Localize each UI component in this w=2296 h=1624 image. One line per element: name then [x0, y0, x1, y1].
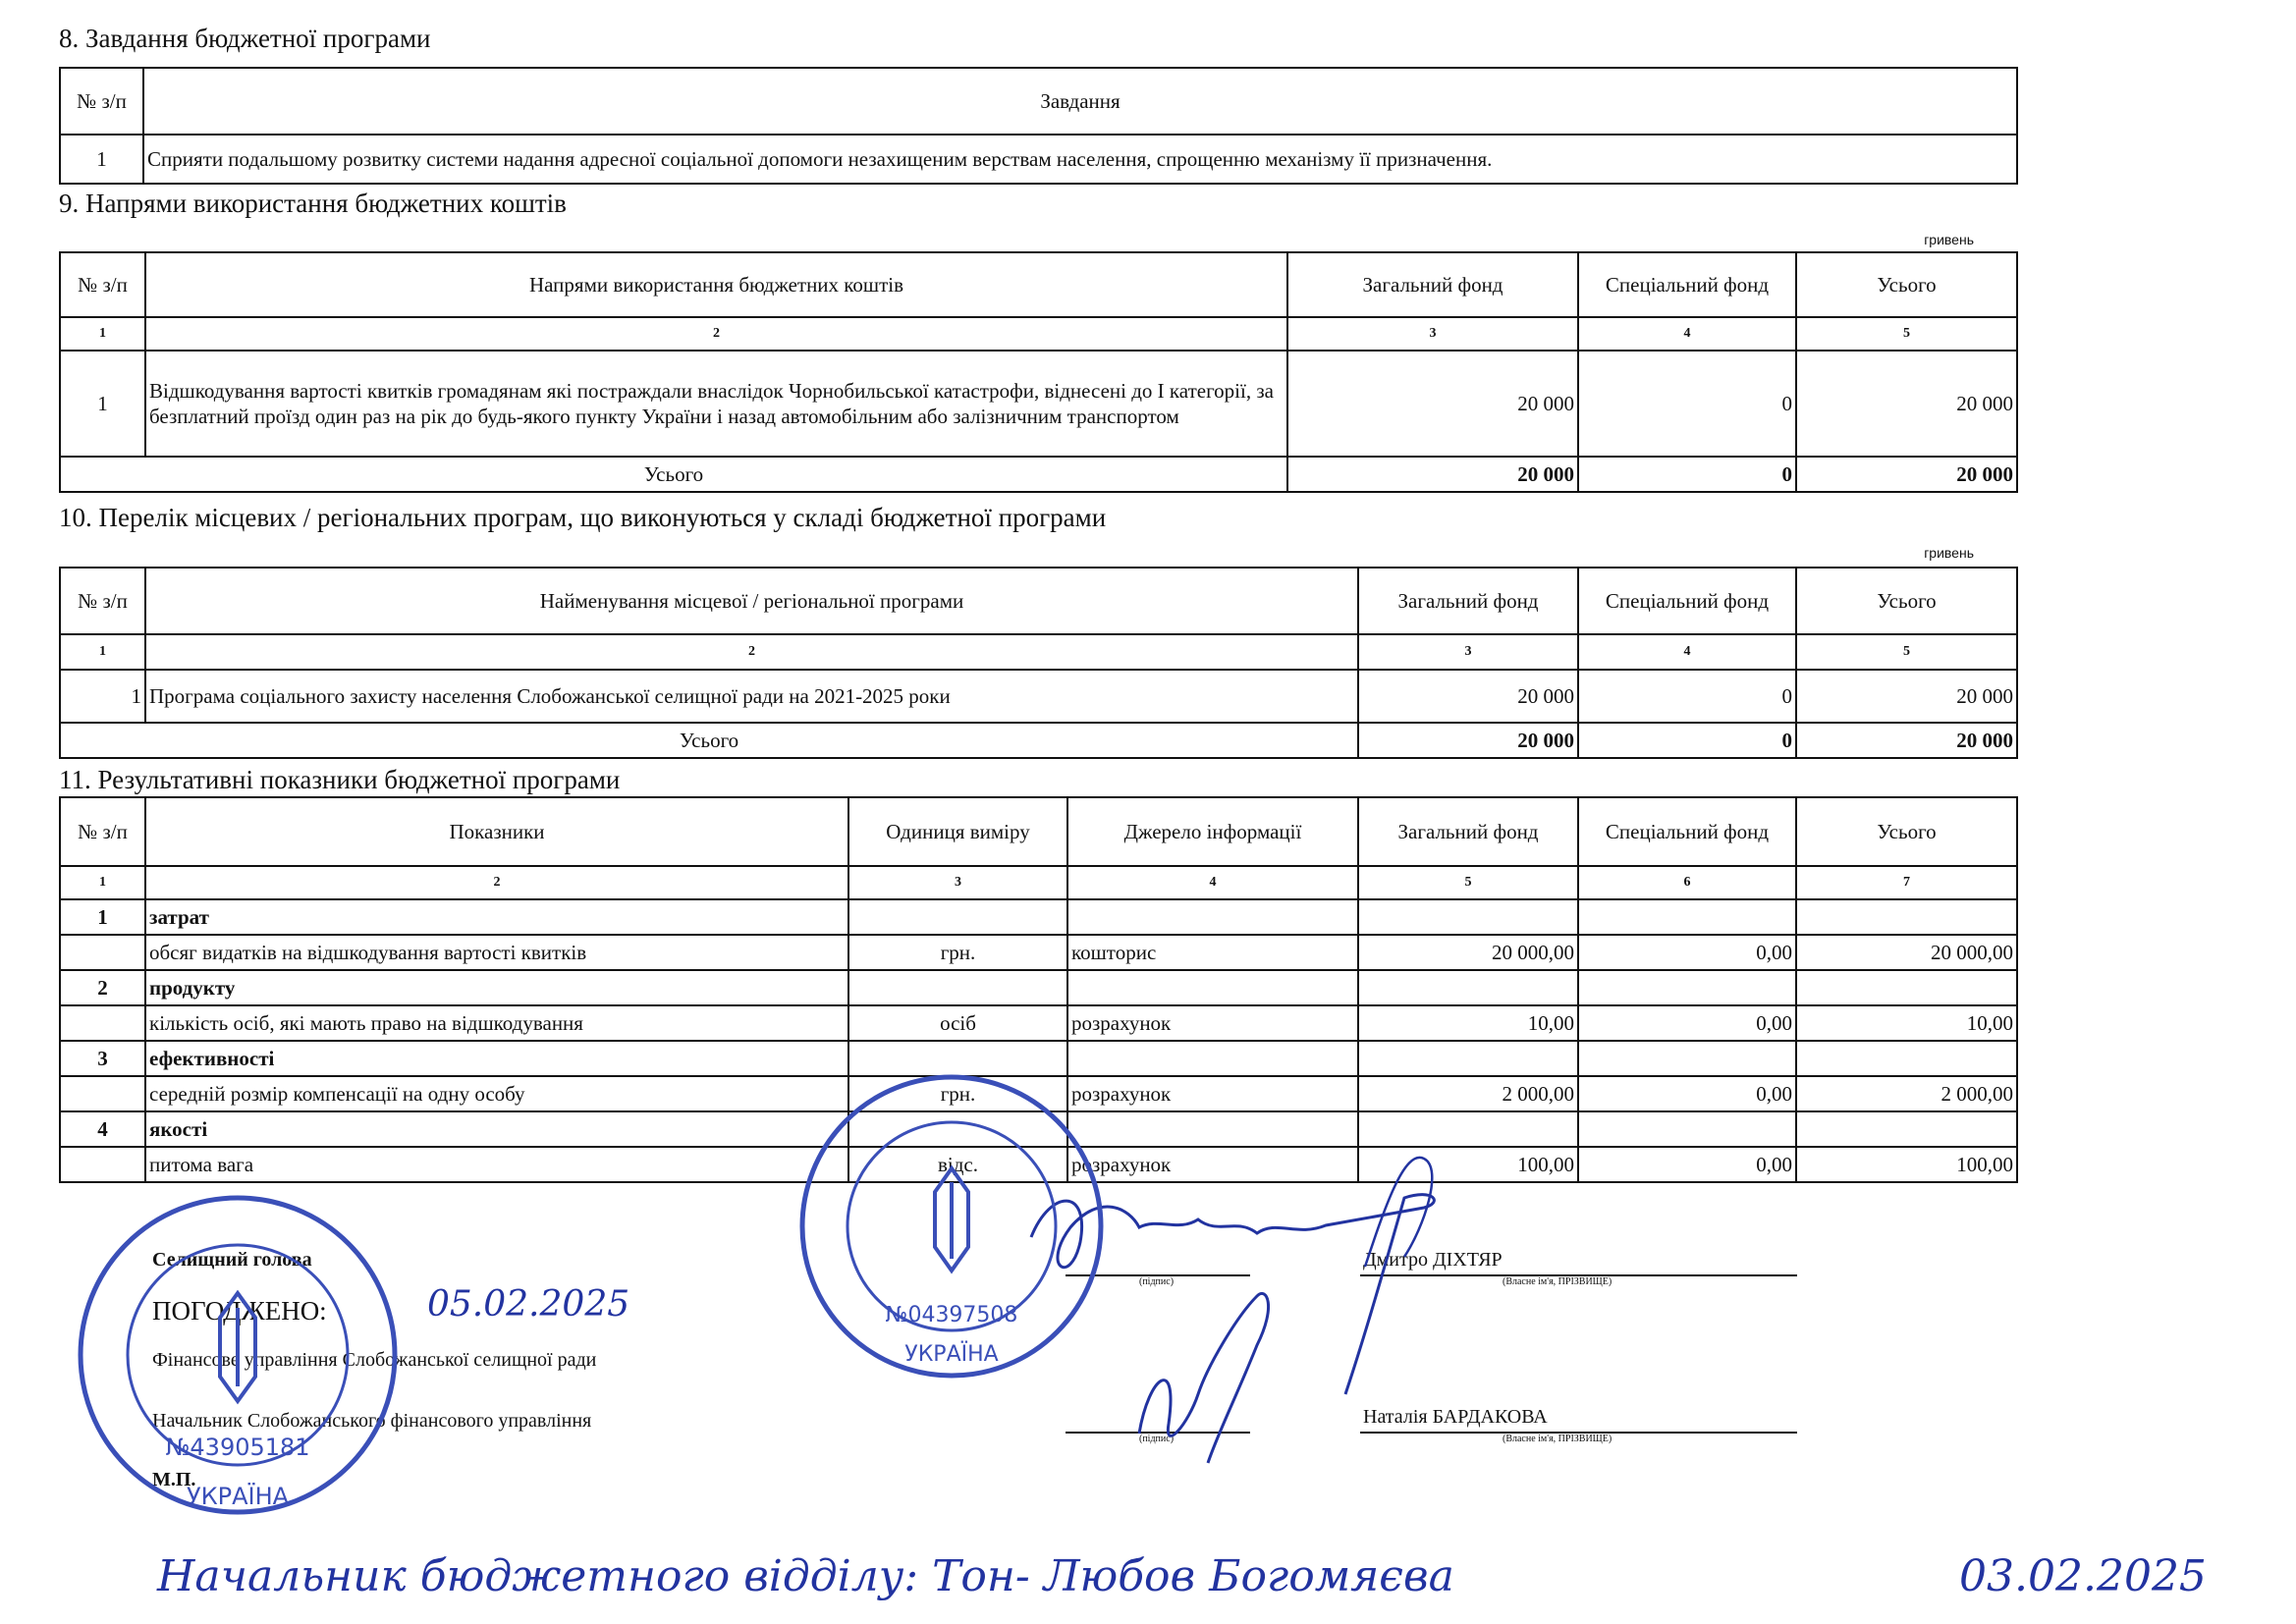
finance-head-name: Наталія БАРДАКОВА	[1363, 1406, 1548, 1428]
general-fund-value: 100,00	[1358, 1147, 1578, 1182]
budget-directions-table	[59, 251, 2018, 493]
task-text: Сприяти подальшому розвитку системи надання адресної соціальної допомоги незахищеним верствам населення, спрощенню механізму її призначення.	[143, 135, 2017, 184]
indicator-group-row	[60, 970, 2017, 1005]
council-seal	[795, 1070, 1108, 1382]
handwritten-note: Начальник бюджетного відділу: Тон- Любов Богомяєва	[157, 1551, 1454, 1601]
general-fund-value: 2 000,00	[1358, 1076, 1578, 1111]
indicator-row	[60, 1005, 2017, 1041]
column-number: 4	[1578, 634, 1796, 670]
program-text: Програма соціального захисту населення Слобожанської селищної ради на 2021-2025 роки	[145, 670, 1358, 723]
general-fund-header: Загальний фонд	[1358, 797, 1578, 866]
column-number: 1	[60, 317, 145, 351]
special-fund-header: Спеціальний фонд	[1578, 252, 1796, 317]
general-fund-header: Загальний фонд	[1358, 568, 1578, 634]
special-fund-value: 0	[1578, 670, 1796, 723]
indicator-unit: відс.	[848, 1147, 1067, 1182]
group-number: 4	[60, 1111, 145, 1147]
num-header: № з/п	[60, 568, 145, 634]
column-number: 3	[1287, 317, 1578, 351]
column-number: 4	[1578, 317, 1796, 351]
sum-general: 20 000	[1358, 723, 1578, 758]
special-fund-value: 0,00	[1578, 1147, 1796, 1182]
seal-country: УКРАЇНА	[186, 1483, 290, 1510]
special-fund-header: Спеціальний фонд	[1578, 568, 1796, 634]
special-fund-header: Спеціальний фонд	[1578, 797, 1796, 866]
section-8-title: 8. Завдання бюджетної програми	[59, 24, 431, 53]
general-fund-value: 20 000,00	[1358, 935, 1578, 970]
finance-name-caption: (Власне ім'я, ПРІЗВИЩЕ)	[1503, 1434, 1613, 1444]
task-header: Завдання	[143, 68, 2017, 135]
column-number: 1	[60, 866, 145, 899]
indicator-unit: осіб	[848, 1005, 1067, 1041]
seal-code: №04397508	[885, 1303, 1018, 1327]
sum-label: Усього	[60, 457, 1287, 492]
trident-icon	[220, 1293, 255, 1401]
column-number: 5	[1796, 634, 2017, 670]
indicator-unit: грн.	[848, 1076, 1067, 1111]
column-number: 5	[1358, 866, 1578, 899]
handwritten-date: 03.02.2025	[1959, 1551, 2207, 1601]
num-header: № з/п	[60, 252, 145, 317]
indicator-unit: грн.	[848, 935, 1067, 970]
table-row	[60, 351, 2017, 457]
column-number: 5	[1796, 317, 2017, 351]
group-name: затрат	[145, 899, 848, 935]
trident-icon	[935, 1168, 968, 1271]
indicator-source: розрахунок	[1067, 1005, 1358, 1041]
sum-special: 0	[1578, 723, 1796, 758]
section-10-title: 10. Перелік місцевих / регіональних програм, що виконуються у складі бюджетної програми	[59, 503, 1107, 532]
column-number: 2	[145, 317, 1287, 351]
source-header: Джерело інформації	[1067, 797, 1358, 866]
group-number: 3	[60, 1041, 145, 1076]
column-number: 1	[60, 634, 145, 670]
sum-special: 0	[1578, 457, 1796, 492]
local-programs-table	[59, 567, 2018, 759]
sum-label: Усього	[60, 723, 1358, 758]
currency-unit-label: гривень	[1924, 545, 1974, 561]
head-title: Селищний голова	[152, 1249, 312, 1271]
column-number-row	[60, 317, 2017, 351]
indicator-name: кількість осіб, які мають право на відшкодування	[145, 1005, 848, 1041]
group-name: ефективності	[145, 1041, 848, 1076]
special-fund-value: 0,00	[1578, 1005, 1796, 1041]
total-header: Усього	[1796, 568, 2017, 634]
section-9-title: 9. Напрями використання бюджетних коштів	[59, 189, 567, 218]
row-number: 1	[60, 670, 145, 723]
total-value: 2 000,00	[1796, 1076, 2017, 1111]
finance-department-seal	[73, 1190, 403, 1520]
special-fund-value: 0	[1578, 351, 1796, 457]
total-value: 10,00	[1796, 1005, 2017, 1041]
indicator-header: Показники	[145, 797, 848, 866]
seal-country: УКРАЇНА	[904, 1342, 999, 1367]
indicator-name: питома вага	[145, 1147, 848, 1182]
table-header-row	[60, 68, 2017, 135]
finance-organization: Фінансове управління Слобожанської селищної ради	[152, 1349, 597, 1371]
general-fund-value: 20 000	[1358, 670, 1578, 723]
column-number: 3	[848, 866, 1067, 899]
indicator-source: розрахунок	[1067, 1147, 1358, 1182]
general-fund-header: Загальний фонд	[1287, 252, 1578, 317]
tasks-table	[59, 67, 2018, 185]
num-header: № з/п	[60, 797, 145, 866]
group-name: продукту	[145, 970, 848, 1005]
indicator-source: кошторис	[1067, 935, 1358, 970]
sum-total: 20 000	[1796, 457, 2017, 492]
row-number: 1	[60, 351, 145, 457]
column-number: 2	[145, 866, 848, 899]
row-number: 1	[60, 135, 143, 184]
finance-signature-caption: (підпис)	[1139, 1434, 1175, 1444]
head-name: Дмитро ДІХТЯР	[1363, 1249, 1503, 1271]
currency-unit-label: гривень	[1924, 232, 1974, 247]
head-signature-caption: (підпис)	[1139, 1276, 1175, 1287]
special-fund-value: 0,00	[1578, 1076, 1796, 1111]
num-header: № з/п	[60, 68, 143, 135]
general-fund-value: 20 000	[1287, 351, 1578, 457]
column-number-row	[60, 634, 2017, 670]
column-number: 3	[1358, 634, 1578, 670]
table-header-row	[60, 568, 2017, 634]
seal-code: №43905181	[165, 1434, 310, 1461]
section-11-title: 11. Результативні показники бюджетної програми	[59, 765, 621, 794]
column-number: 7	[1796, 866, 2017, 899]
table-header-row	[60, 252, 2017, 317]
agreed-date-handwritten: 05.02.2025	[427, 1284, 630, 1325]
column-number: 4	[1067, 866, 1358, 899]
agreed-label: ПОГОДЖЕНО:	[152, 1296, 327, 1326]
indicator-source: розрахунок	[1067, 1076, 1358, 1111]
total-value: 20 000,00	[1796, 935, 2017, 970]
group-number: 1	[60, 899, 145, 935]
group-number: 2	[60, 970, 145, 1005]
program-header: Найменування місцевої / регіональної програми	[145, 568, 1358, 634]
special-fund-value: 0,00	[1578, 935, 1796, 970]
total-header: Усього	[1796, 252, 2017, 317]
finance-head-title: Начальник Слобожанського фінансового управління	[152, 1410, 592, 1432]
indicator-name: середній розмір компенсації на одну особу	[145, 1076, 848, 1111]
table-row	[60, 135, 2017, 184]
finance-signature-scribble	[1110, 1276, 1345, 1473]
general-fund-value: 10,00	[1358, 1005, 1578, 1041]
direction-text: Відшкодування вартості квитків громадянам які постраждали внаслідок Чорнобильської катастрофи, віднесені до І категорії, за безплатний проїзд один раз на рік до будь-якого пункту України і назад автомобільним або залізничним транспортом	[145, 351, 1287, 457]
total-header: Усього	[1796, 797, 2017, 866]
indicator-group-row	[60, 899, 2017, 935]
head-name-caption: (Власне ім'я, ПРІЗВИЩЕ)	[1503, 1276, 1613, 1287]
column-number: 2	[145, 634, 1358, 670]
total-value: 20 000	[1796, 351, 2017, 457]
sum-row	[60, 723, 2017, 758]
sum-total: 20 000	[1796, 723, 2017, 758]
indicator-row	[60, 935, 2017, 970]
indicator-name: обсяг видатків на відшкодування вартості квитків	[145, 935, 848, 970]
total-value: 20 000	[1796, 670, 2017, 723]
seal-place-label: М.П.	[152, 1469, 196, 1490]
sum-general: 20 000	[1287, 457, 1578, 492]
column-number-row	[60, 866, 2017, 899]
total-value: 100,00	[1796, 1147, 2017, 1182]
sum-row	[60, 457, 2017, 492]
table-row	[60, 670, 2017, 723]
table-header-row	[60, 797, 2017, 866]
direction-header: Напрями використання бюджетних коштів	[145, 252, 1287, 317]
column-number: 6	[1578, 866, 1796, 899]
group-name: якості	[145, 1111, 848, 1147]
unit-header: Одиниця виміру	[848, 797, 1067, 866]
